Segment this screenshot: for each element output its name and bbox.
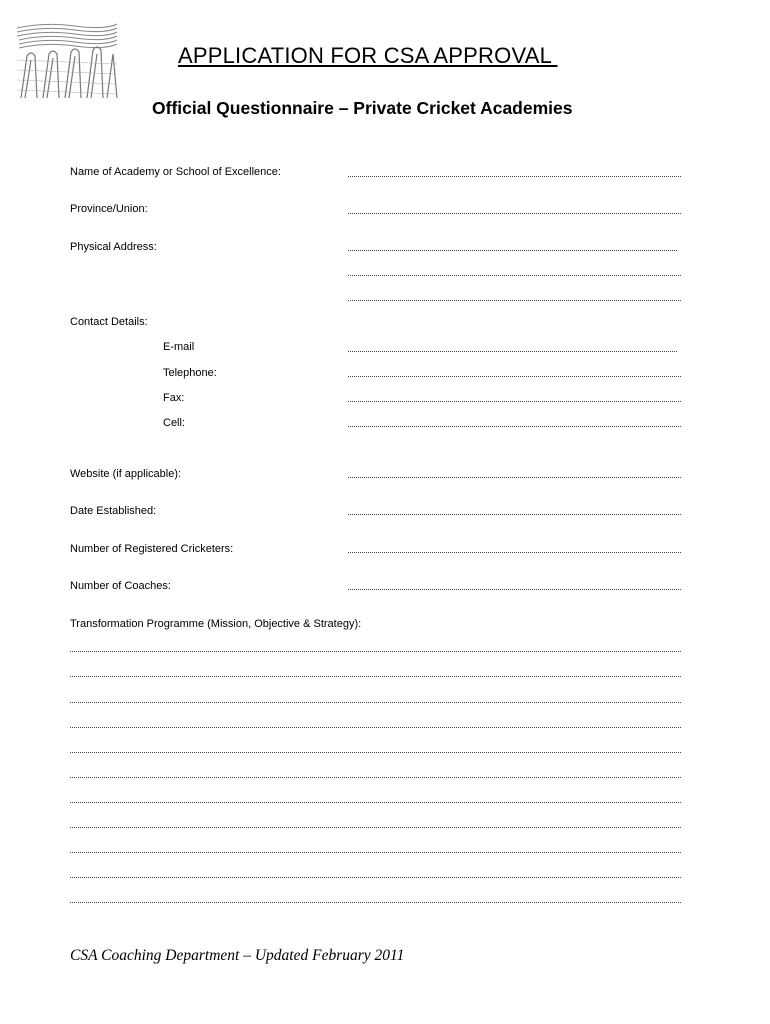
registered-cricketers-label: Number of Registered Cricketers: bbox=[70, 543, 234, 555]
coaches-field[interactable] bbox=[348, 589, 681, 590]
fax-field[interactable] bbox=[348, 401, 681, 402]
province-label: Province/Union: bbox=[70, 203, 148, 215]
website-label: Website (if applicable): bbox=[70, 468, 182, 480]
contact-details-label: Contact Details: bbox=[70, 316, 148, 328]
telephone-label: Telephone: bbox=[163, 367, 217, 379]
email-field[interactable] bbox=[348, 351, 677, 352]
transformation-line[interactable] bbox=[70, 752, 681, 753]
csa-logo-icon bbox=[15, 20, 119, 100]
transformation-label: Transformation Programme (Mission, Objective & Strategy): bbox=[70, 618, 362, 630]
physical-address-label: Physical Address: bbox=[70, 241, 157, 253]
physical-address-field-1[interactable] bbox=[348, 250, 677, 251]
physical-address-field-2[interactable] bbox=[348, 275, 681, 276]
transformation-line[interactable] bbox=[70, 651, 681, 652]
academy-name-label: Name of Academy or School of Excellence: bbox=[70, 166, 281, 178]
coaches-label: Number of Coaches: bbox=[70, 580, 171, 592]
fax-label: Fax: bbox=[163, 392, 185, 404]
date-established-label: Date Established: bbox=[70, 505, 157, 517]
transformation-line[interactable] bbox=[70, 802, 681, 803]
transformation-line[interactable] bbox=[70, 827, 681, 828]
province-field[interactable] bbox=[348, 213, 681, 214]
date-established-field[interactable] bbox=[348, 514, 681, 515]
transformation-line[interactable] bbox=[70, 777, 681, 778]
transformation-line[interactable] bbox=[70, 727, 681, 728]
page-title: APPLICATION FOR CSA APPROVAL bbox=[178, 43, 558, 68]
registered-cricketers-field[interactable] bbox=[348, 552, 681, 553]
cell-field[interactable] bbox=[348, 426, 681, 427]
transformation-line[interactable] bbox=[70, 852, 681, 853]
transformation-line[interactable] bbox=[70, 702, 681, 703]
cell-label: Cell: bbox=[163, 417, 186, 429]
website-field[interactable] bbox=[348, 477, 681, 478]
transformation-line[interactable] bbox=[70, 877, 681, 878]
footer-text: CSA Coaching Department – Updated February 2011 bbox=[70, 947, 405, 964]
email-label: E-mail bbox=[163, 341, 195, 353]
telephone-field[interactable] bbox=[348, 376, 681, 377]
transformation-line[interactable] bbox=[70, 902, 681, 903]
physical-address-field-3[interactable] bbox=[348, 300, 681, 301]
page-subtitle: Official Questionnaire – Private Cricket Academies bbox=[152, 98, 573, 118]
academy-name-field[interactable] bbox=[348, 176, 681, 177]
transformation-line[interactable] bbox=[70, 676, 681, 677]
